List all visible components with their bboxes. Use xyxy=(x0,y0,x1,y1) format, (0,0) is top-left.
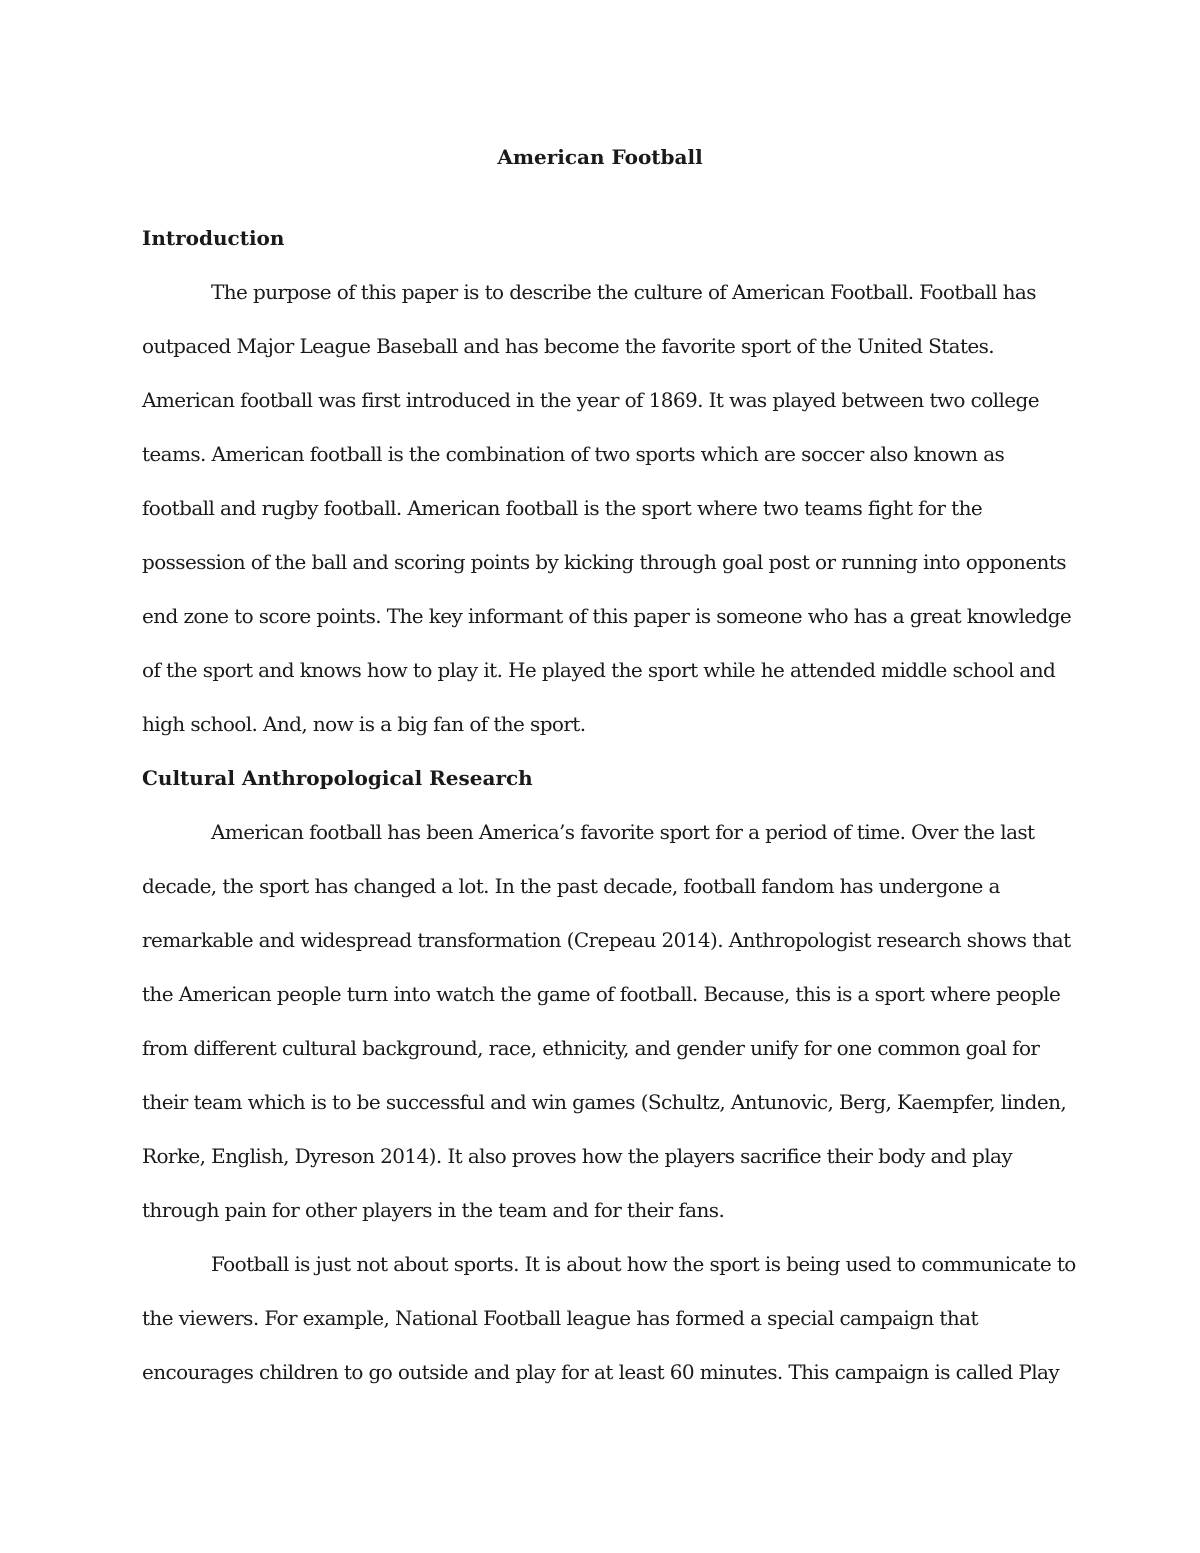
section-heading-introduction: Introduction xyxy=(142,226,285,250)
paragraph-line: through pain for other players in the team and for their fans. xyxy=(142,1198,725,1222)
paragraph-line: Rorke, English, Dyreson 2014). It also proves how the players sacrifice their body and play xyxy=(142,1144,1013,1168)
paragraph-line: American football has been America’s favorite sport for a period of time. Over the last xyxy=(211,820,1035,844)
paragraph-line: high school. And, now is a big fan of the sport. xyxy=(142,712,586,736)
paragraph-line: encourages children to go outside and play for at least 60 minutes. This campaign is called Play xyxy=(142,1360,1060,1384)
paragraph-line: the viewers. For example, National Football league has formed a special campaign that xyxy=(142,1306,978,1330)
document-title: American Football xyxy=(497,145,703,169)
paragraph-line: the American people turn into watch the game of football. Because, this is a sport where people xyxy=(142,982,1061,1006)
paragraph-line: their team which is to be successful and win games (Schultz, Antunovic, Berg, Kaempfer, linden, xyxy=(142,1090,1067,1114)
paragraph-line: The purpose of this paper is to describe the culture of American Football. Football has xyxy=(211,280,1036,304)
paragraph-line: of the sport and knows how to play it. He played the sport while he attended middle school and xyxy=(142,658,1056,682)
paragraph-line: American football was first introduced in the year of 1869. It was played between two college xyxy=(142,388,1039,412)
paragraph-line: outpaced Major League Baseball and has become the favorite sport of the United States. xyxy=(142,334,995,358)
paragraph-line: decade, the sport has changed a lot. In the past decade, football fandom has undergone a xyxy=(142,874,1000,898)
paragraph-line: football and rugby football. American football is the sport where two teams fight for the xyxy=(142,496,983,520)
paragraph-line: possession of the ball and scoring points by kicking through goal post or running into opponents xyxy=(142,550,1066,574)
paragraph-line: Football is just not about sports. It is about how the sport is being used to communicate to xyxy=(211,1252,1076,1276)
paragraph-line: end zone to score points. The key informant of this paper is someone who has a great knowledge xyxy=(142,604,1072,628)
paragraph-line: teams. American football is the combination of two sports which are soccer also known as xyxy=(142,442,1005,466)
paragraph-line: remarkable and widespread transformation (Crepeau 2014). Anthropologist research shows that xyxy=(142,928,1071,952)
section-heading-cultural-anthropological-research: Cultural Anthropological Research xyxy=(142,766,533,790)
paragraph-line: from different cultural background, race, ethnicity, and gender unify for one common goal for xyxy=(142,1036,1040,1060)
